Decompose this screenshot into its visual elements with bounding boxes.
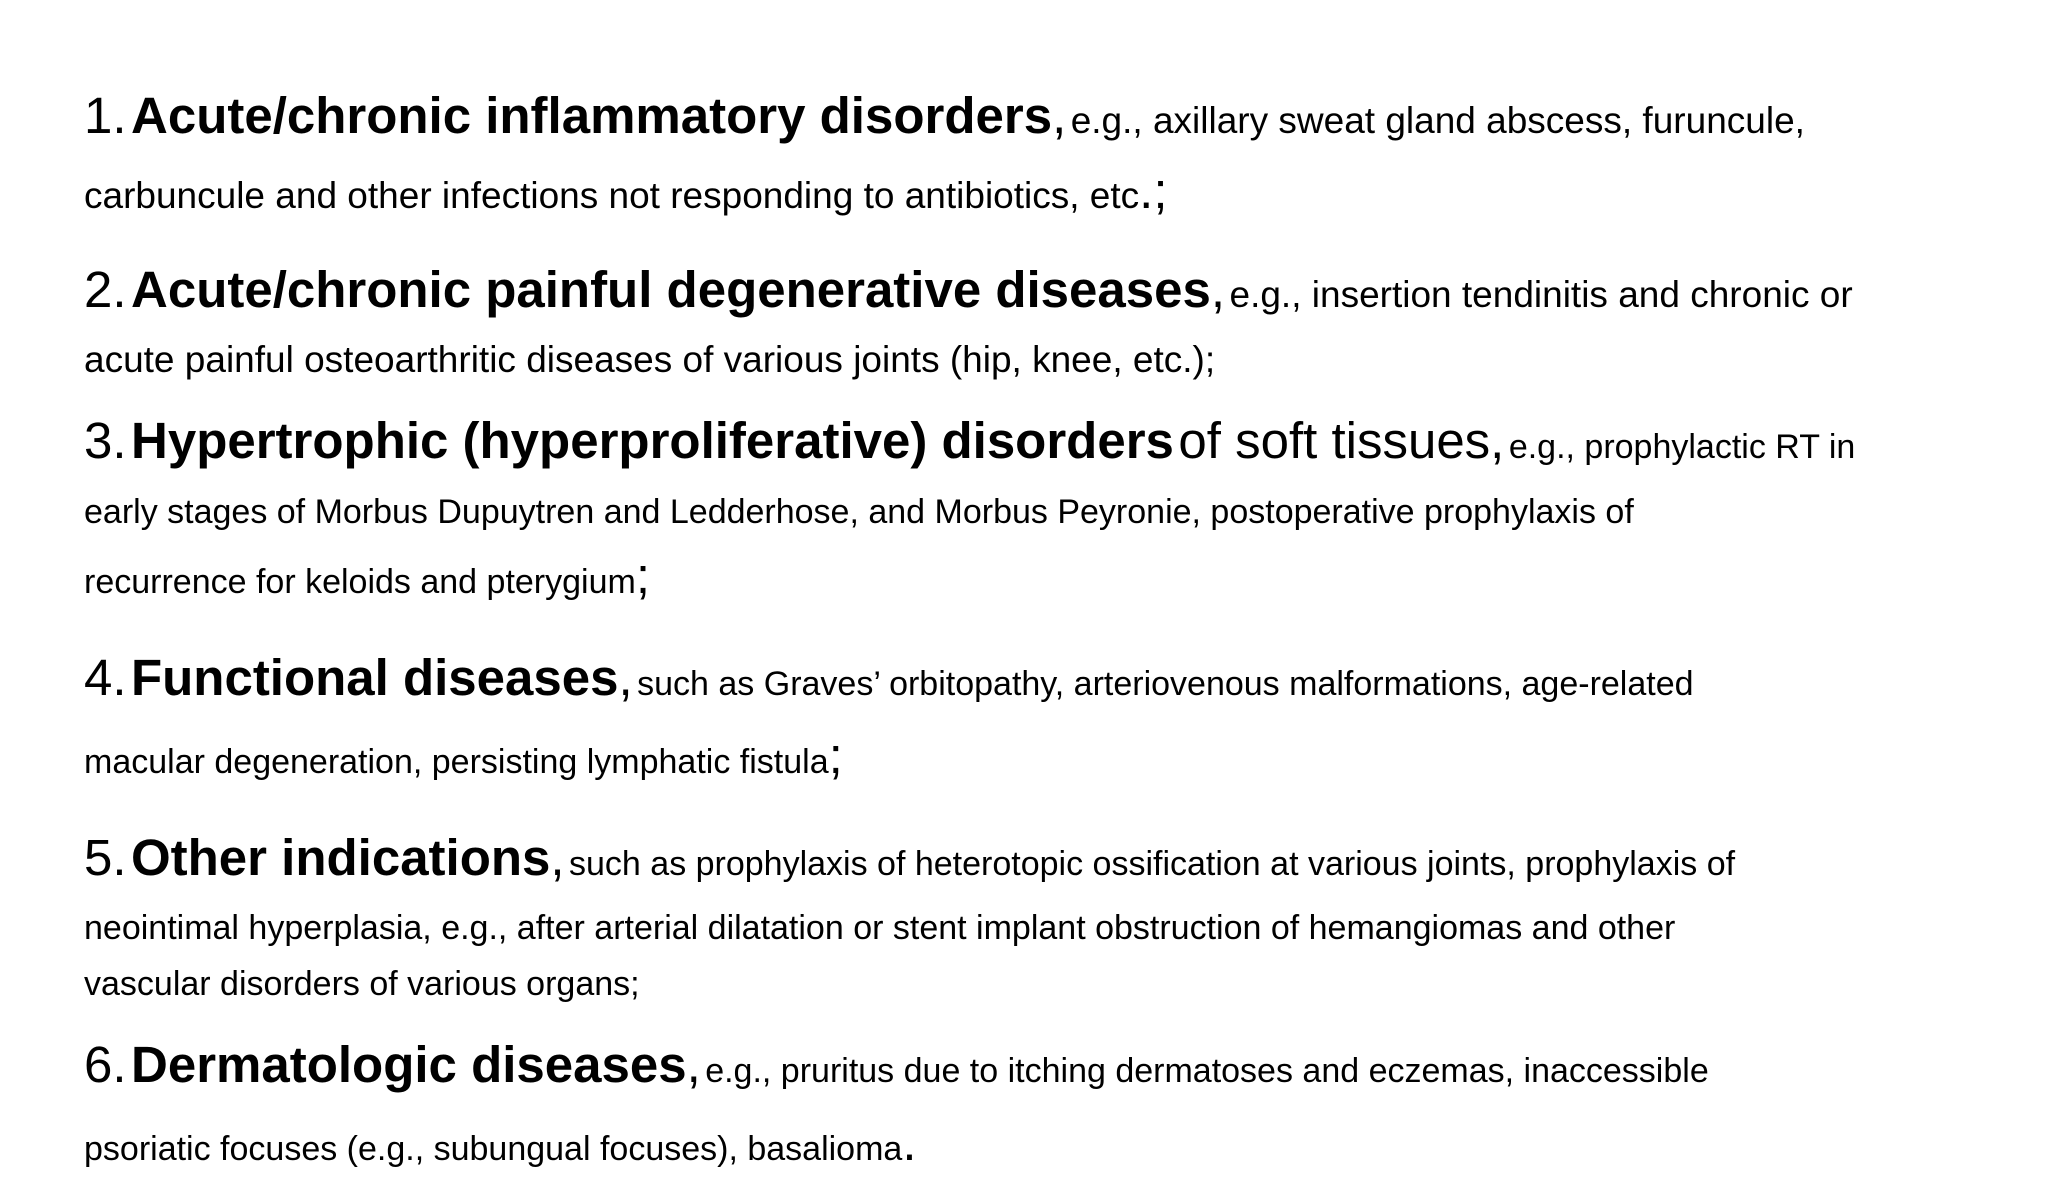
item-description-cont: macular degeneration, persisting lymphatic fistula (84, 743, 829, 781)
list-item-6: 6. Dermatologic diseases, e.g., pruritus due to itching dermatoses and eczemas, inaccessible psoriatic focuses (e.g., subungual focuses), basalioma. (84, 1036, 1709, 1171)
list-item-5: 5. Other indications, such as prophylaxis of heterotopic ossification at various joints, prophylaxis of neointimal hyperplasia, e.g., after arterial dilatation or stent implant obstruction of hemangiomas and other vascular disorders of various organs; (84, 829, 1736, 1003)
item-title: Other indications (131, 829, 551, 886)
item-title: Hypertrophic (hyperproliferative) disorders (131, 412, 1174, 469)
item-number: 2. (84, 261, 127, 318)
list-item-4: 4. Functional diseases, such as Graves’ orbitopathy, arteriovenous malformations, age-related macular degeneration, persisting lymphatic fistula; (84, 649, 1694, 784)
item-title-suffix: of soft tissues, (1178, 412, 1505, 469)
item-end-punct: . (902, 1114, 917, 1171)
item-description: such as prophylaxis of heterotopic ossification at various joints, prophylaxis of (569, 845, 1736, 883)
list-item-3 (84, 409, 2024, 620)
item-description: e.g., insertion tendinitis and chronic or (1229, 274, 1853, 315)
item-title: Acute/chronic inflammatory disorders (131, 87, 1053, 144)
item-title: Dermatologic diseases (131, 1036, 687, 1093)
item-end-punct: ; (635, 547, 650, 604)
item-number: 1. (84, 87, 127, 144)
item-title: Functional diseases (131, 649, 619, 706)
item-description-cont: vascular disorders of various organs; (84, 965, 640, 1003)
item-end-punct: .; (1139, 162, 1168, 219)
item-description: e.g., pruritus due to itching dermatoses and eczemas, inaccessible (705, 1052, 1709, 1090)
item-description: e.g., axillary sweat gland abscess, furuncule, (1070, 100, 1805, 141)
item-description-cont: psoriatic focuses (e.g., subungual focuses), basalioma (84, 1130, 903, 1168)
item-title: Acute/chronic painful degenerative diseases (131, 261, 1211, 318)
item-number: 5. (84, 829, 127, 886)
item-description: such as Graves’ orbitopathy, arteriovenous malformations, age-related (637, 665, 1694, 703)
item-description-cont: carbuncule and other infections not responding to antibiotics, etc (84, 175, 1140, 216)
item-number: 4. (84, 649, 127, 706)
slide-content (84, 84, 2024, 1189)
item-description: e.g., prophylactic RT in (1508, 428, 1856, 466)
item-description-cont: recurrence for keloids and pterygium (84, 563, 636, 601)
item-description-cont: neointimal hyperplasia, e.g., after arterial dilatation or stent implant obstruction of hemangiomas and other (84, 909, 1676, 947)
item-description-cont: early stages of Morbus Dupuytren and Ledderhose, and Morbus Peyronie, postoperative prophylaxis of (84, 493, 1634, 531)
item-number: 6. (84, 1036, 127, 1093)
item-description-cont: acute painful osteoarthritic diseases of various joints (hip, knee, etc.); (84, 339, 1216, 380)
list-item-1: 1. Acute/chronic inflammatory disorders, e.g., axillary sweat gland abscess, furuncule, carbuncule and other infections not responding to antibiotics, etc.; (84, 87, 1805, 219)
item-end-punct: ; (828, 727, 843, 784)
item-number: 3. (84, 412, 127, 469)
list-item-2: 2. Acute/chronic painful degenerative diseases, e.g., insertion tendinitis and chronic or acute painful osteoarthritic diseases of various joints (hip, knee, etc.); (84, 261, 1853, 380)
